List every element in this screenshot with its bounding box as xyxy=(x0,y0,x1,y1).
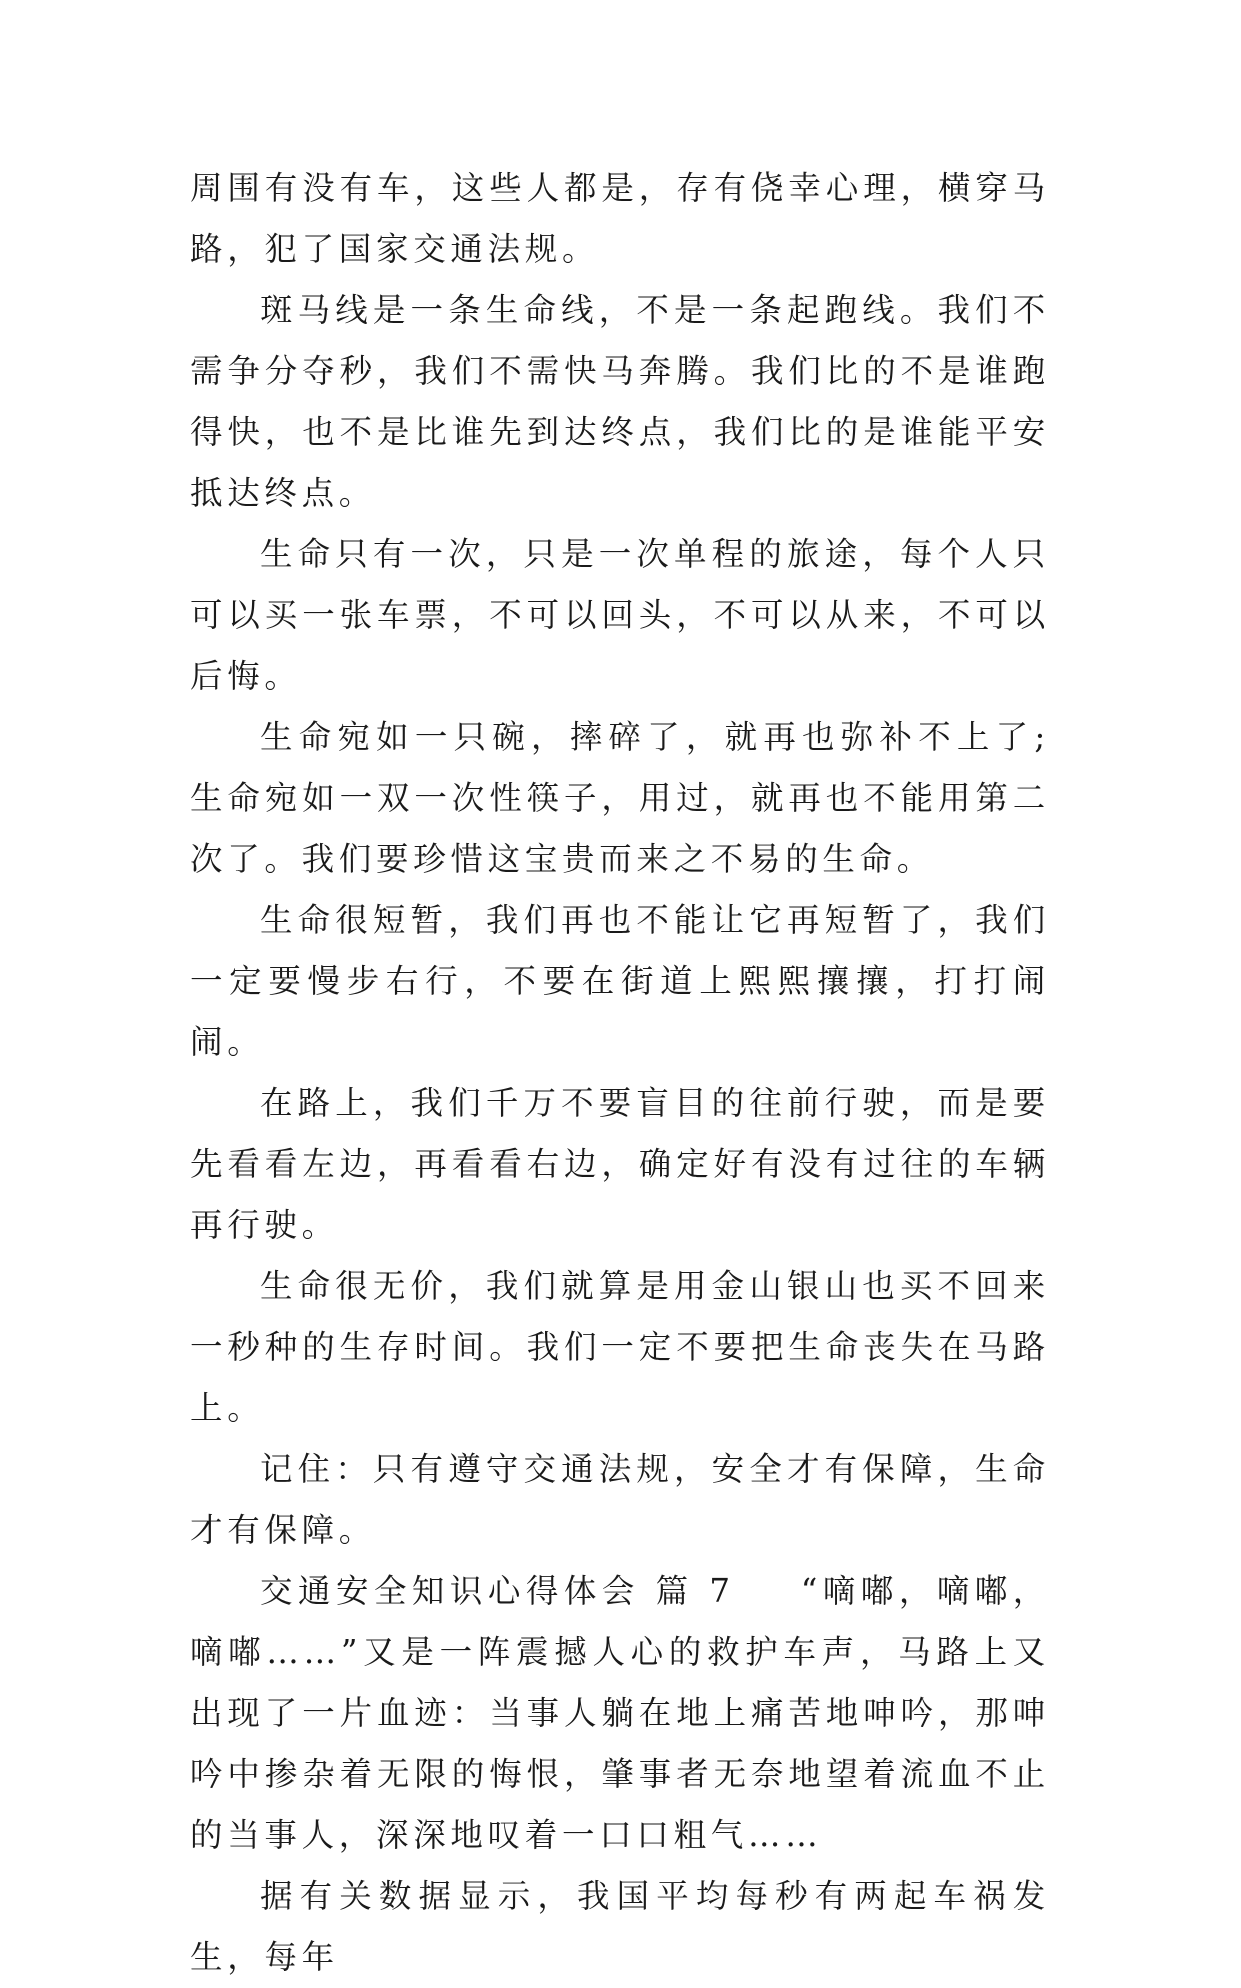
paragraph-1: 周围有没有车，这些人都是，存有侥幸心理，横穿马路，犯了国家交通法规。 xyxy=(190,169,1050,268)
paragraph-3: 生命只有一次，只是一次单程的旅途，每个人只可以买一张车票，不可以回头，不可以从来，不可以后悔。 xyxy=(190,535,1050,695)
section-paragraph xyxy=(190,1561,1050,1866)
paragraph-6: 在路上，我们千万不要盲目的往前行驶，而是要先看看左边，再看看右边，确定好有没有过往的车辆再行驶。 xyxy=(190,1084,1050,1244)
paragraph-4: 生命宛如一只碗，摔碎了，就再也弥补不上了;生命宛如一双一次性筷子，用过，就再也不能用第二次了。我们要珍惜这宝贵而来之不易的生命。 xyxy=(190,718,1050,878)
paragraph-8: 记住：只有遵守交通法规，安全才有保障，生命才有保障。 xyxy=(190,1450,1050,1549)
paragraph-5: 生命很短暂，我们再也不能让它再短暂了，我们一定要慢步右行，不要在街道上熙熙攘攘，打打闹闹。 xyxy=(190,901,1050,1061)
paragraph-7: 生命很无价，我们就算是用金山银山也买不回来一秒种的生存时间。我们一定不要把生命丧失在马路上。 xyxy=(190,1267,1050,1427)
final-paragraph: 据有关数据显示，我国平均每秒有两起车祸发生，每年 xyxy=(190,1877,1050,1976)
section-heading: 交通安全知识心得体会 篇 7 xyxy=(260,1572,735,1610)
section-text: “嘀嘟，嘀嘟，嘀嘟……”又是一阵震撼人心的救护车声，马路上又出现了一片血迹：当事人躺在地上痛苦地呻吟，那呻吟中掺杂着无限的悔恨，肇事者无奈地望着流血不止的当事人，深深地叹着一口口粗气…… xyxy=(190,1572,1050,1854)
document-body xyxy=(190,158,1050,1988)
paragraph-2: 斑马线是一条生命线，不是一条起跑线。我们不需争分夺秒，我们不需快马奔腾。我们比的不是谁跑得快，也不是比谁先到达终点，我们比的是谁能平安抵达终点。 xyxy=(190,291,1050,512)
